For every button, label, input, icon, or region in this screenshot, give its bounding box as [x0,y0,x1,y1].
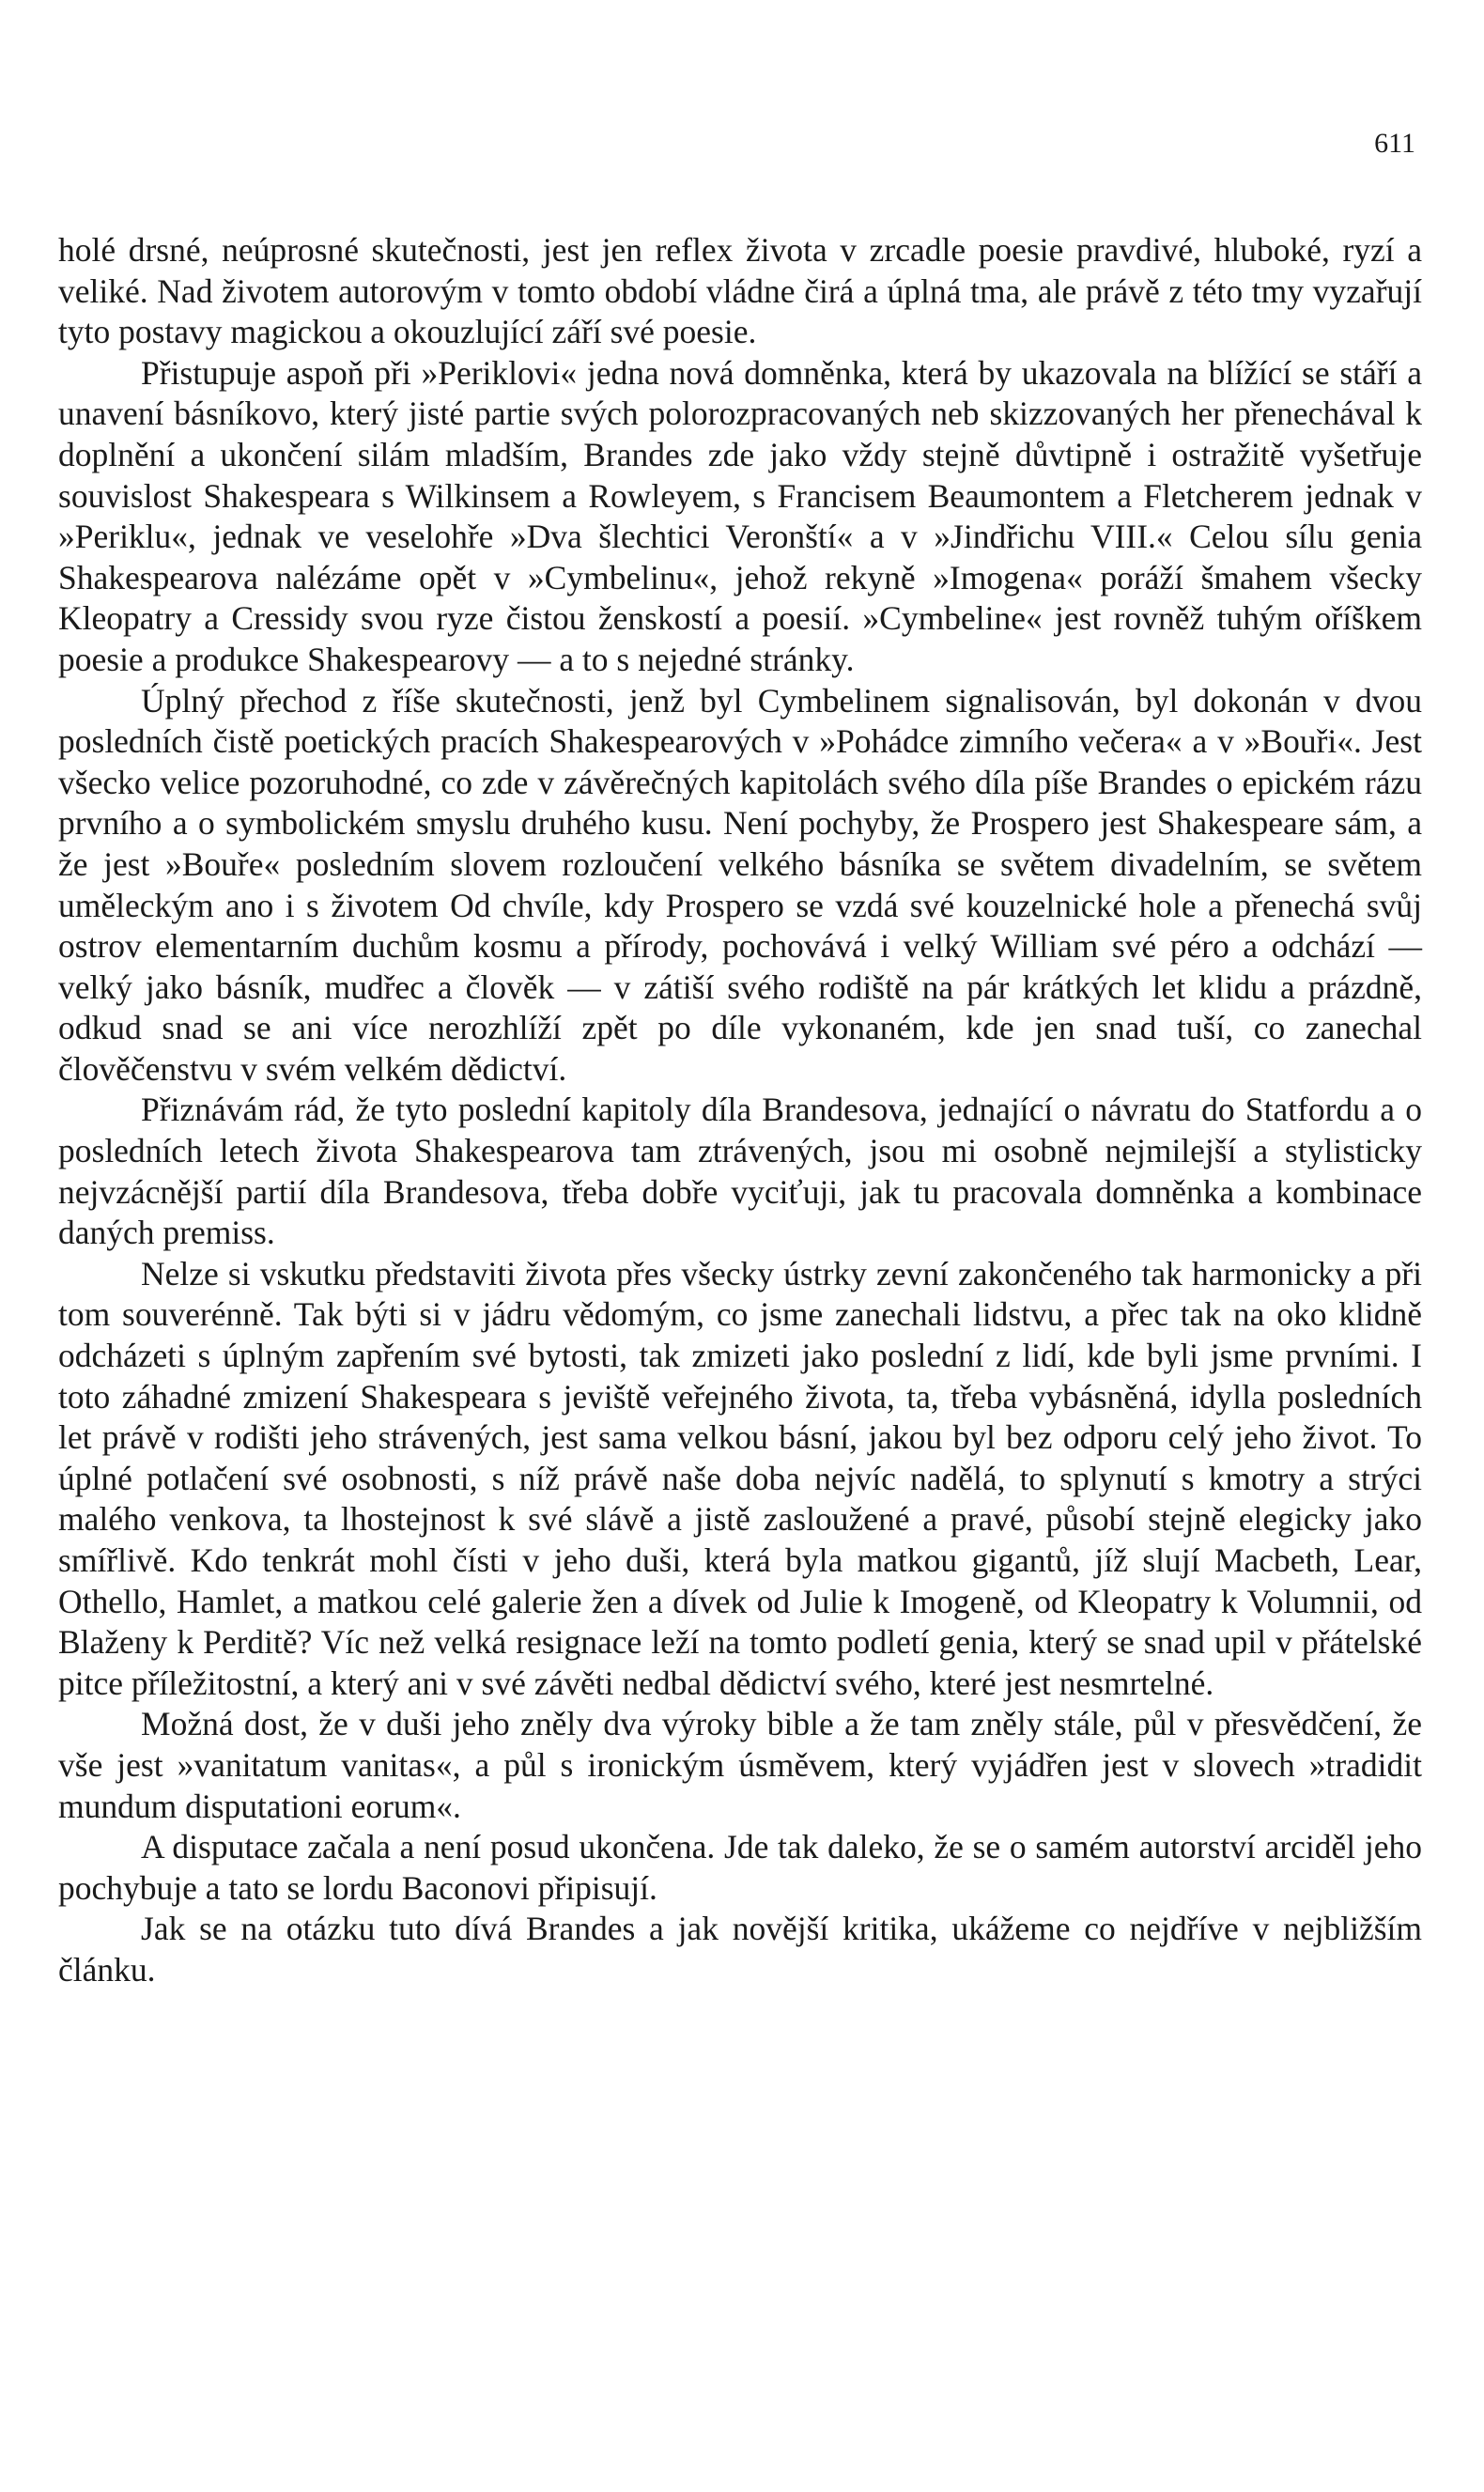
paragraph-conclusion: Jak se na otázku tuto dívá Brandes a jak novější kritika, ukážeme co nejdříve v nejbližším článku. [58,1910,1422,1989]
page-number: 611 [1374,128,1415,159]
paragraph-pericles: Přistupuje aspoň při »Periklovi« jedna nová domněnka, která by ukazovala na blížící se stáří a unavení básníkovo, který jisté partie svých polorozpracovaných neb skizzovaných her přenechával k doplnění a ukončení silám mladším, Brandes zde jako vždy stejně důvtipně i ostražitě vyšetřuje souvislost Shakespeara s Wilkinsem a Rowleyem, s Francisem Beaumontem a Fletcherem jednak v »Periklu«, jednak ve veselohře »Dva šlechtici Veronští« a v »Jindřichu VIII.« Celou sílu genia Shakespearova nalézáme opět v »Cymbelinu«, jehož rekyně »Imogena« poráží šmahem všecky Kleopatry a Cressidy svou ryze čistou ženskostí a poesií. »Cymbeline« jest rovněž tuhým oříškem poesie a produkce Shakespearovy — a to s nejedné stránky. [58,353,1422,678]
paragraph-stratford: Přiznávám rád, že tyto poslední kapitoly díla Brandesova, jednající o návratu do Statfordu a o posledních letech života Shakespearova tam ztrávených, jsou mi osobně nejmilejší a stylisticky nejvzácnější partií díla Brandesova, třeba dobře vyciťuji, jak tu pracovala domněnka a kombinace daných premiss. [58,1091,1422,1252]
paragraph-tempest: Úplný přechod z říše skutečnosti, jenž byl Cymbelinem signalisován, byl dokonán v dvou posledních čistě poetických pracích Shakespearových v »Pohádce zimního večera« a v »Bouři«. Jest všecko velice pozoruhodné, co zde v závěrečných kapitolách svého díla píše Brandes o epickém rázu prvního a o symbolickém smyslu druhého kusu. Není pochyby, že Prospero jest Shakespeare sám, a že jest »Bouře« posledním slovem rozloučení velkého básníka se světem divadelním, se světem uměleckým ano i s životem Od chvíle, kdy Prospero se vzdá své kouzelnické hole a přenechá svůj ostrov elementarním duchům kosmu a přírody, pochovává i velký William své péro a odchází — velký jako básník, mudřec a člověk — v zátiší svého rodiště na pár krátkých let klidu a prázdně, odkud snad se ani více nerozhlíží zpět po díle vykonaném, kde jen snad tuší, co zanechal člověčenstvu v svém velkém dědictví. [58,681,1422,1088]
paragraph-continuation: holé drsné, neúprosné skutečnosti, jest jen reflex života v zrcadle poesie pravdivé, hluboké, ryzí a veliké. Nad životem autorovým v tomto období vládne čirá a úplná tma, ale právě z této tmy vyzařují tyto postavy magickou a okouzlující září své poesie. [58,231,1422,351]
paragraph-disputation: A disputace začala a není posud ukončena. Jde tak daleko, že se o samém autorství arciděl jeho pochybuje a tato se lordu Baconovi připisují. [58,1828,1422,1907]
article-text [58,230,1422,1991]
paragraph-harmonious-life: Nelze si vskutku představiti života přes všecky ústrky zevní zakončeného tak harmonicky a při tom souverénně. Tak býti si v jádru vědomým, co jsme zanechali lidstvu, a přec tak na oko klidně odcházeti s úplným zapřením své bytosti, tak zmizeti jako poslední z lidí, kde byli jsme prvními. I toto záhadné zmizení Shakespeara s jeviště veřejného života, ta, třeba vybásněná, idylla posledních let právě v rodišti jeho strávených, jest sama velkou básní, jakou byl bez odporu celý jeho život. To úplné potlačení své osobnosti, s níž právě naše doba nejvíc nadělá, to splynutí s kmotry a strýci malého venkova, ta lhostejnost k své slávě a jistě zasloužené a pravé, působí stejně elegicky jako smířlivě. Kdo tenkrát mohl čísti v jeho duši, která byla matkou gigantů, jíž slují Macbeth, Lear, Othello, Hamlet, a matkou celé galerie žen a dívek od Julie k Imogeně, od Kleopatry k Volumnii, od Blaženy k Perditě? Víc než velká resignace leží na tomto podletí genia, který se snad upil v přátelské pitce příležitostní, a který ani v své závěti nedbal dědictví svého, které jest nesmrtelné. [58,1254,1422,1702]
paragraph-vanitas: Možná dost, že v duši jeho zněly dva výroky bible a že tam zněly stále, půl v přesvědčení, že vše jest »vanitatum vanitas«, a půl s ironickým úsměvem, který vyjádřen jest v slovech »tradidit mundum disputationi eorum«. [58,1705,1422,1825]
